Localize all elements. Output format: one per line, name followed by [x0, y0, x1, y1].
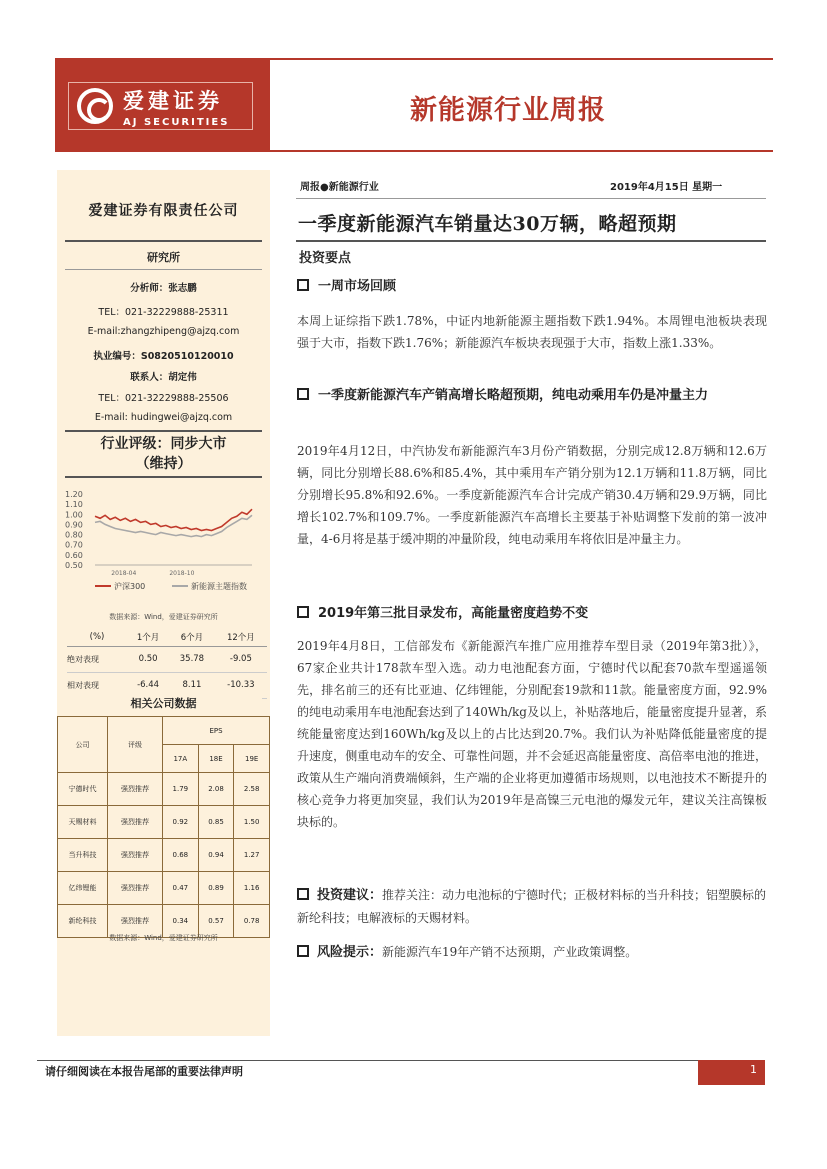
company-name: 爱建证券有限责任公司 — [88, 203, 239, 219]
perf-col-6m: 6个月 — [169, 628, 215, 646]
risk-warning — [297, 941, 767, 964]
section-title-text: 一周市场回顾 — [318, 279, 397, 294]
rel-eps: 1.16 — [234, 872, 270, 905]
analyst-name: 分析师：张志鹏 — [130, 283, 197, 294]
industry-rating — [57, 434, 270, 474]
analyst-tel: TEL：021-32229888-25311 — [98, 307, 229, 318]
table-row — [67, 646, 267, 672]
logo-cn-text: 爱建证券 — [123, 87, 223, 113]
report-headline: 一季度新能源汽车销量达30万辆，略超预期 — [298, 213, 677, 235]
rel-year: 18E — [198, 745, 234, 773]
sidebar-divider — [65, 430, 262, 432]
rating-line-1: 行业评级：同步大市 — [100, 436, 227, 452]
table-row — [58, 872, 270, 905]
analyst-email: E-mail:zhangzhipeng@ajzq.com — [87, 326, 240, 337]
performance-table — [67, 628, 267, 699]
chart-x-tick-label: 2018-10 — [169, 570, 195, 577]
checkbox-bullet-icon — [297, 945, 309, 957]
sidebar-divider — [65, 476, 262, 478]
rel-eps: 0.57 — [198, 905, 234, 938]
table-row — [58, 806, 270, 839]
logo-en-text: AJ SECURITIES — [123, 116, 230, 128]
chart-x-tick-label: 2018-04 — [111, 570, 137, 577]
rel-col-rating: 评级 — [108, 717, 163, 773]
risk-warning-lead: 风险提示： — [317, 945, 383, 960]
investment-advice — [297, 884, 767, 929]
rating-line-2: （维持） — [135, 456, 192, 472]
rel-company: 亿纬锂能 — [58, 872, 108, 905]
page-number: 1 — [698, 1060, 765, 1085]
report-category: 周报●新能源行业 — [300, 182, 379, 193]
section-title-text: 2019年第三批目录发布，高能量密度趋势不变 — [318, 606, 589, 621]
related-companies-title: 相关公司数据 — [65, 694, 262, 714]
report-date: 2019年4月15日 星期一 — [610, 182, 723, 193]
rel-rating: 强烈推荐 — [108, 806, 163, 839]
chart-source: 数据来源：Wind，爱建证券研究所 — [109, 613, 218, 621]
meta-divider — [296, 198, 766, 199]
rel-eps: 0.92 — [163, 806, 199, 839]
rel-year: 19E — [234, 745, 270, 773]
perf-col-12m: 12个月 — [215, 628, 267, 646]
perf-cell: 35.78 — [169, 646, 215, 672]
chart-y-tick-label: 0.90 — [65, 520, 83, 530]
chart-y-tick-label: 1.00 — [65, 510, 83, 520]
section-title-text: 一季度新能源汽车产销高增长略超预期，纯电动乘用车仍是冲量主力 — [318, 388, 709, 403]
rel-eps: 1.27 — [234, 839, 270, 872]
contact-tel: TEL：021-32229888-25506 — [98, 393, 229, 404]
checkbox-bullet-icon — [297, 388, 309, 400]
rel-rating: 强烈推荐 — [108, 773, 163, 806]
rel-company: 宁德时代 — [58, 773, 108, 806]
contact-person: 联系人：胡定伟 — [130, 372, 197, 383]
investment-advice-lead: 投资建议： — [317, 888, 383, 903]
rel-rating: 强烈推荐 — [108, 839, 163, 872]
rel-eps: 0.85 — [198, 806, 234, 839]
chart-y-tick-label: 0.50 — [65, 561, 83, 570]
investment-advice-body: 推荐关注：动力电池标的宁德时代；正极材料标的当升科技；铝塑膜标的新纶科技；电解液标的天赐材料。 — [297, 888, 767, 925]
table-row — [58, 839, 270, 872]
risk-warning-body: 新能源汽车19年产销不达预期，产业政策调整。 — [382, 945, 638, 959]
rel-company: 新纶科技 — [58, 905, 108, 938]
rel-company: 当升科技 — [58, 839, 108, 872]
chart-legend-label: 新能源主题指数 — [191, 582, 247, 591]
rel-eps: 0.89 — [198, 872, 234, 905]
sidebar-divider — [65, 269, 262, 270]
perf-cell: -9.05 — [215, 646, 267, 672]
section-q1-sales-title — [297, 385, 767, 407]
rel-eps: 2.58 — [234, 773, 270, 806]
section-market-review-title — [297, 276, 767, 298]
chart-y-tick-label: 0.60 — [65, 550, 83, 560]
sidebar-divider — [65, 240, 262, 242]
rel-eps: 0.78 — [234, 905, 270, 938]
related-header-row — [58, 717, 270, 745]
logo-mark-icon — [77, 88, 113, 124]
section-market-review-body: 本周上证综指下跌1.78%，中证内地新能源主题指数下跌1.94%。本周锂电池板块表现强于大市，指数下跌1.76%；新能源汽车板块表现强于大市，指数上涨1.33%。 — [297, 314, 767, 350]
rel-eps: 0.94 — [198, 839, 234, 872]
related-companies-table — [57, 716, 270, 938]
chart-y-tick-label: 0.70 — [65, 540, 83, 550]
company-logo — [68, 82, 253, 130]
index-performance-chart — [57, 482, 270, 610]
header-bottom-rule — [270, 150, 773, 152]
rel-eps: 0.47 — [163, 872, 199, 905]
chart-y-tick-label: 1.20 — [65, 490, 83, 499]
checkbox-bullet-icon — [297, 279, 309, 291]
section-catalog-title — [297, 603, 767, 625]
institute-name: 研究所 — [147, 251, 180, 264]
chart-legend-label: 沪深300 — [114, 582, 146, 591]
sidebar — [57, 170, 270, 1036]
rel-year: 17A — [163, 745, 199, 773]
rel-eps: 1.50 — [234, 806, 270, 839]
chart-y-tick-label: 1.10 — [65, 500, 83, 510]
headline-divider — [296, 240, 766, 242]
rel-rating: 强烈推荐 — [108, 905, 163, 938]
rel-eps: 1.79 — [163, 773, 199, 806]
perf-cell: 0.50 — [127, 646, 169, 672]
rel-eps: 0.68 — [163, 839, 199, 872]
contact-email: E-mail: hudingwei@ajzq.com — [94, 412, 233, 423]
checkbox-bullet-icon — [297, 606, 309, 618]
report-type-title: 新能源行业周报 — [410, 95, 606, 126]
perf-row-label: 相对表现 — [67, 672, 127, 698]
key-points-title: 投资要点 — [299, 251, 352, 266]
rel-company: 天赐材料 — [58, 806, 108, 839]
footer-divider — [37, 1060, 765, 1061]
related-source: 数据来源：Wind，爱建证券研究所 — [109, 934, 218, 942]
analyst-license: 执业编号：S0820510120010 — [93, 351, 234, 362]
legal-notice: 请仔细阅读在本报告尾部的重要法律声明 — [45, 1065, 243, 1078]
perf-cell: -6.44 — [127, 672, 169, 698]
rel-eps: 0.34 — [163, 905, 199, 938]
checkbox-bullet-icon — [297, 888, 309, 900]
rel-col-company: 公司 — [58, 717, 108, 773]
perf-row-label: 绝对表现 — [67, 646, 127, 672]
section-catalog-body: 2019年4月8日，工信部发布《新能源汽车推广应用推荐车型目录（2019年第3批）》，67家企业共计178款车型入选。动力电池配套方面，宁德时代以配套70款车型遥遥领先，排名前三的还有比亚迪、亿纬锂能，分别配套19款和11款。能量密度方面，92.9%的纯电动乘用车电池配套达到了140Wh/kg及以上，补贴落地后，能量密度提升显著，系统能量密度达到160Wh/kg及以上的占比达到20.7%。我们认为补贴降低能量密度的提升速度，侧重电动车的安全、可靠性问题，并不会延迟高能量密度、高倍率电池的推进，政策从生产端向消费端倾斜，生产端的企业将更加遵循市场规则，以电池技术不断提升的核心竞争力将更加突显，我们认为2019年是高镍三元电池的爆发元年，建议关注高镍板块标的。 — [297, 639, 767, 829]
rel-eps: 2.08 — [198, 773, 234, 806]
perf-col-1m: 1个月 — [127, 628, 169, 646]
rel-col-eps: EPS — [163, 717, 270, 745]
section-q1-sales-body: 2019年4月12日，中汽协发布新能源汽车3月份产销数据，分别完成12.8万辆和12.6万辆，同比分别增长88.6%和85.4%，其中乘用车产销分别为12.1万辆和11.8万辆，同比分别增长95.8%和92.6%。一季度新能源汽车合计完成产销30.4万辆和29.9万辆，同比增长102.7%和109.7%。一季度新能源汽车高增长主要基于补贴调整下发前的第一波冲量，4-6月将是基于缓冲期的冲量阶段，纯电动乘用车将依旧是冲量主力。 — [297, 444, 767, 546]
performance-header-row — [67, 628, 267, 646]
table-row — [58, 773, 270, 806]
perf-cell: -10.33 — [215, 672, 267, 698]
perf-cell: 8.11 — [169, 672, 215, 698]
perf-col-unit: (%) — [67, 628, 127, 646]
rel-rating: 强烈推荐 — [108, 872, 163, 905]
chart-y-tick-label: 0.80 — [65, 530, 83, 540]
